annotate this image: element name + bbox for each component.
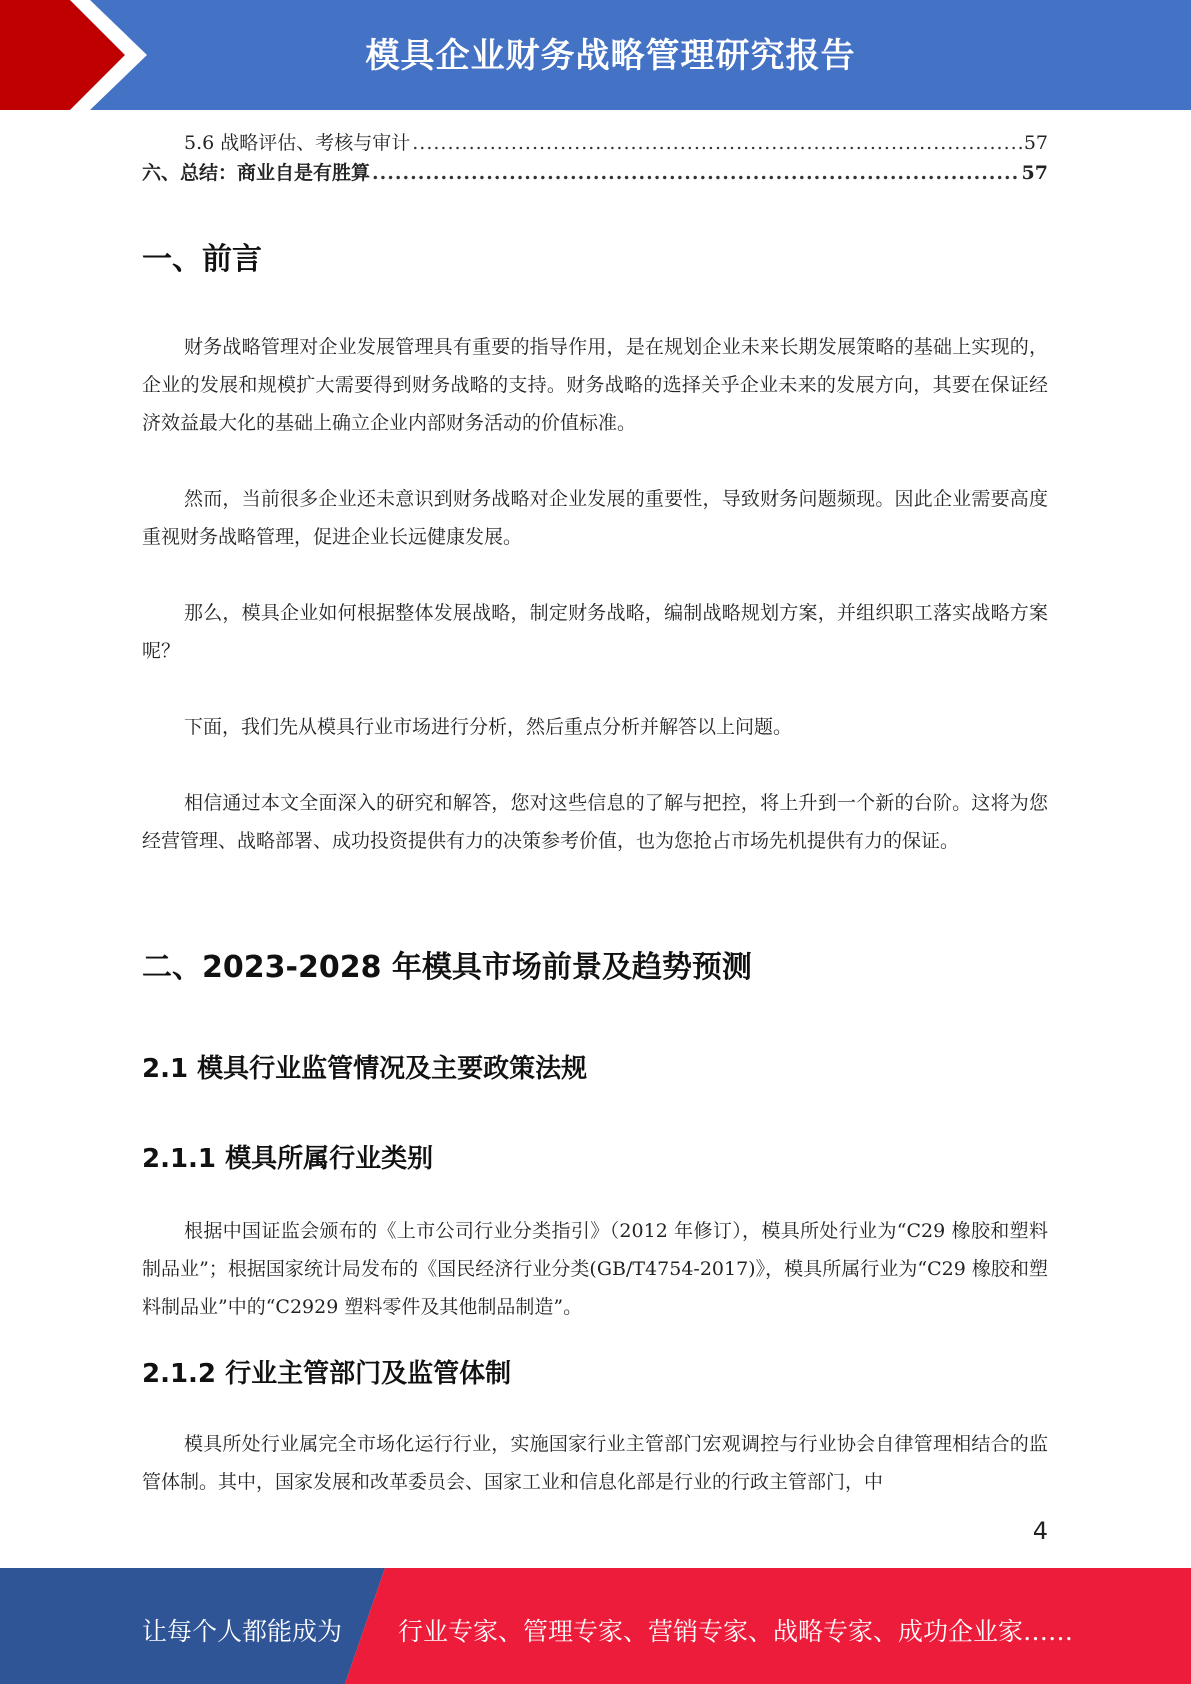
report-title: 模具企业财务战略管理研究报告: [365, 36, 856, 76]
body-paragraph: 模具所处行业属完全市场化运行行业，实施国家行业主管部门宏观调控与行业协会自律管理相结合的监管体制。其中，国家发展和改革委员会、国家工业和信息化部是行业的行政主管部门，中: [142, 1433, 1048, 1493]
section-heading-market: 二、2023-2028 年模具市场前景及趋势预测: [142, 950, 752, 985]
toc-entry[interactable]: [142, 158, 1048, 188]
toc-entry-page: 57: [1023, 132, 1048, 154]
subsection-heading-2-1: 2.1 模具行业监管情况及主要政策法规: [142, 1054, 588, 1084]
page-number: 4: [1032, 1517, 1048, 1545]
footer-banner: [0, 1568, 1191, 1684]
preface-paragraph: 下面，我们先从模具行业市场进行分析，然后重点分析并解答以上问题。: [184, 716, 793, 738]
preface-paragraph: 财务战略管理对企业发展管理具有重要的指导作用，是在规划企业未来长期发展策略的基础上实现的，企业的发展和规模扩大需要得到财务战略的支持。财务战略的选择关乎企业未来的发展方向，其要在保证经济效益最大化的基础上确立企业内部财务活动的价值标准。: [142, 336, 1048, 434]
toc-leader-dots: [412, 132, 1022, 154]
toc-entry-label: 六、总结：商业自是有胜算: [142, 162, 371, 184]
toc-leader-dots: [372, 162, 1020, 184]
footer-slogan-right: 行业专家、管理专家、营销专家、战略专家、成功企业家……: [398, 1617, 1074, 1646]
header-bar: [0, 0, 1191, 110]
preface-paragraph: 相信通过本文全面深入的研究和解答，您对这些信息的了解与把控，将上升到一个新的台阶。这将为您经营管理、战略部署、成功投资提供有力的决策参考价值，也为您抢占市场先机提供有力的保证。: [142, 792, 1048, 852]
section-heading-preface: 一、前言: [142, 242, 262, 277]
subsection-heading-2-1-1: 2.1.1 模具所属行业类别: [142, 1144, 434, 1174]
body-paragraph: 根据中国证监会颁布的《上市公司行业分类指引》（2012 年修订），模具所处行业为“C29 橡胶和塑料制品业”；根据国家统计局发布的《国民经济行业分类(GB/T4754-2017)》，模具所属行业为“C29 橡胶和塑料制品业”中的“C2929 塑料零件及其他制品制造”。: [142, 1220, 1048, 1318]
toc-entry[interactable]: [142, 128, 1048, 158]
footer-slogan-left: 让每个人都能成为: [142, 1617, 343, 1646]
toc-entry-page: 57: [1021, 162, 1048, 184]
preface-paragraph: 然而，当前很多企业还未意识到财务战略对企业发展的重要性，导致财务问题频现。因此企业需要高度重视财务战略管理，促进企业长远健康发展。: [142, 488, 1048, 548]
preface-paragraph: 那么，模具企业如何根据整体发展战略，制定财务战略，编制战略规划方案，并组织职工落实战略方案呢？: [142, 602, 1048, 662]
subsection-heading-2-1-2: 2.1.2 行业主管部门及监管体制: [142, 1359, 512, 1389]
toc-entry-label: 5.6 战略评估、考核与审计: [184, 132, 411, 154]
